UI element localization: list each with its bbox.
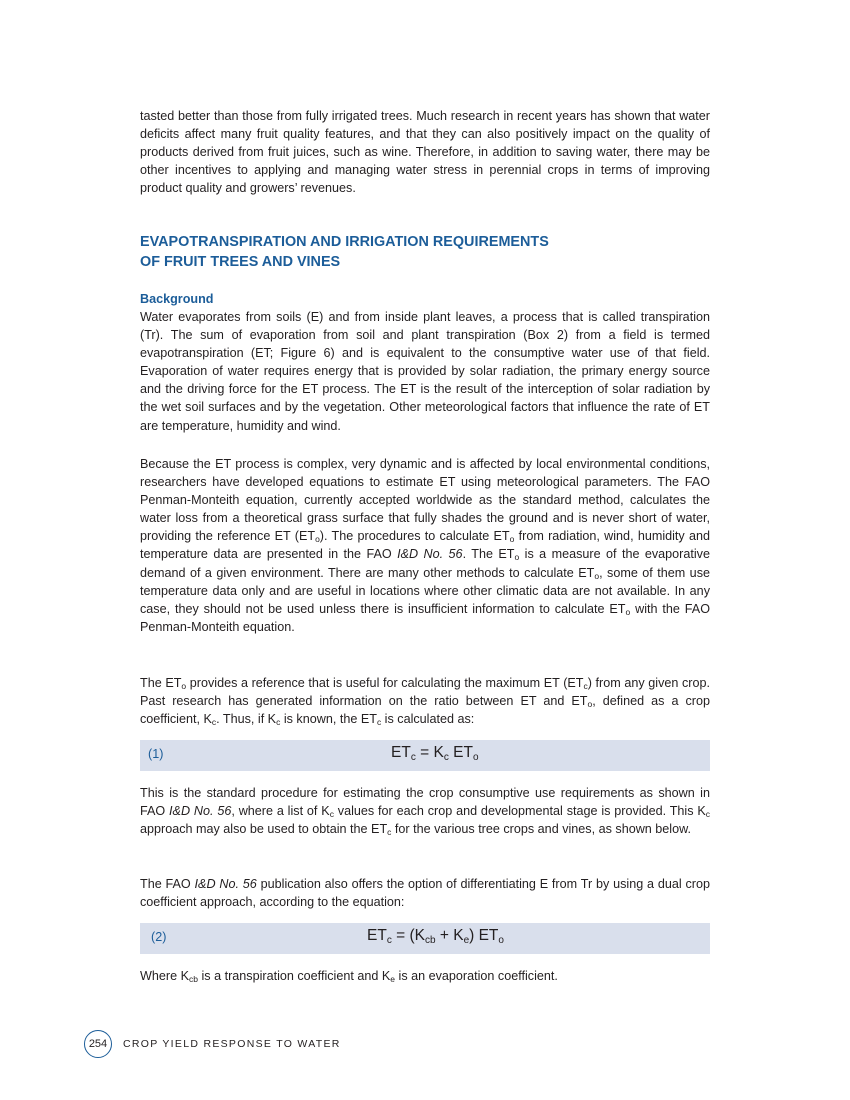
page-footer bbox=[84, 1030, 484, 1058]
equation-2: $ET_c = (K_{cb} + K_e)$ $ET_o$ bbox=[367, 927, 504, 946]
equation-2-box bbox=[140, 923, 710, 954]
equation-number: (1) bbox=[148, 747, 164, 761]
paragraph-standard-procedure: This is the standard procedure for estimating the crop consumptive use requirements as shown in FAO I&D No. 56, where a list of $K_c$ values for each crop and developmental stage is provided. This $K_c$ approach may also be used to obtain the $ET_c$ for the various tree crops and vines, as shown below. bbox=[140, 786, 711, 838]
paragraph-reference-et: The $ET_o$ provides a reference that is useful for calculating the maximum ET $(ET_c)$ from any given crop. Past research has generated information on the ratio between ET and $ET_o$, defined as a crop coefficient, $K_c$. Thus, if $K_c$ is known, the $ET_c$ is calculated as: bbox=[140, 676, 711, 728]
equation-number: (2) bbox=[151, 930, 167, 944]
paragraph-dual-coefficient: The FAO I&D No. 56 publication also offers the option of differentiating E from Tr by using a dual crop coefficient approach, according to the equation: bbox=[140, 877, 710, 910]
paragraph-et-process: Because the ET process is complex, very dynamic and is affected by local environmental conditions, researchers have developed equations to estimate ET using meteorological parameters. The FAO Penman-Monteith equation, currently accepted worldwide as the standard method, calculates the water loss from a theoretical grass surface that fully shades the ground and is never short of water, providing the reference ET $(ET_o)$. The procedures to calculate $ET_o$ from radiation, wind, humidity and temperature data are presented in the FAO I&D No. 56. The $ET_o$ is a measure of the evaporative demand of a given environment. There are many other methods to calculate $ET_o$, some of them use temperature data only and are useful in locations where other climatic data are not available. In any case, they should not be used unless there is insufficient information to calculate $ET_o$ with the FAO Penman-Monteith equation. bbox=[140, 457, 711, 634]
equation-1-box bbox=[140, 740, 710, 771]
subheading-background: Background bbox=[140, 292, 214, 306]
paragraph-evapotranspiration: Water evaporates from soils (E) and from inside plant leaves, a process that is called transpiration (Tr). The sum of evaporation from soil and plant transpiration (Box 2) from a field is termed evapotranspiration (ET; Figure 6) and is equivalent to the consumptive water use of that field. Evaporation of water requires energy that is provided by solar radiation, the primary energy source and the driving force for the ET process. The ET is the result of the interception of solar radiation by the wet soil surfaces and by the vegetation. Other meteorological factors that influence the rate of ET are temperature, humidity and wind. bbox=[140, 310, 710, 433]
intro-paragraph: tasted better than those from fully irrigated trees. Much research in recent years has shown that water deficits affect many fruit quality features, and that they can also positively impact on the quality of products derived from fruit juices, such as wine. Therefore, in addition to saving water, there may be other incentives to applying and managing water stress in perennial crops in terms of improving product quality and growers’ revenues. bbox=[140, 109, 710, 196]
page-number-badge: 254 bbox=[84, 1030, 112, 1058]
equation-1: $ET_c = K_c$ $ET_o$ bbox=[391, 744, 479, 763]
running-title: CROP YIELD RESPONSE TO WATER bbox=[123, 1038, 341, 1050]
paragraph-coefficients: Where $K_{cb}$ is a transpiration coefficient and $K_e$ is an evaporation coefficient. bbox=[140, 969, 558, 984]
section-heading: EVAPOTRANSPIRATION AND IRRIGATION REQUIREMENTS OF FRUIT TREES AND VINES bbox=[140, 234, 549, 270]
background-section bbox=[140, 290, 710, 435]
